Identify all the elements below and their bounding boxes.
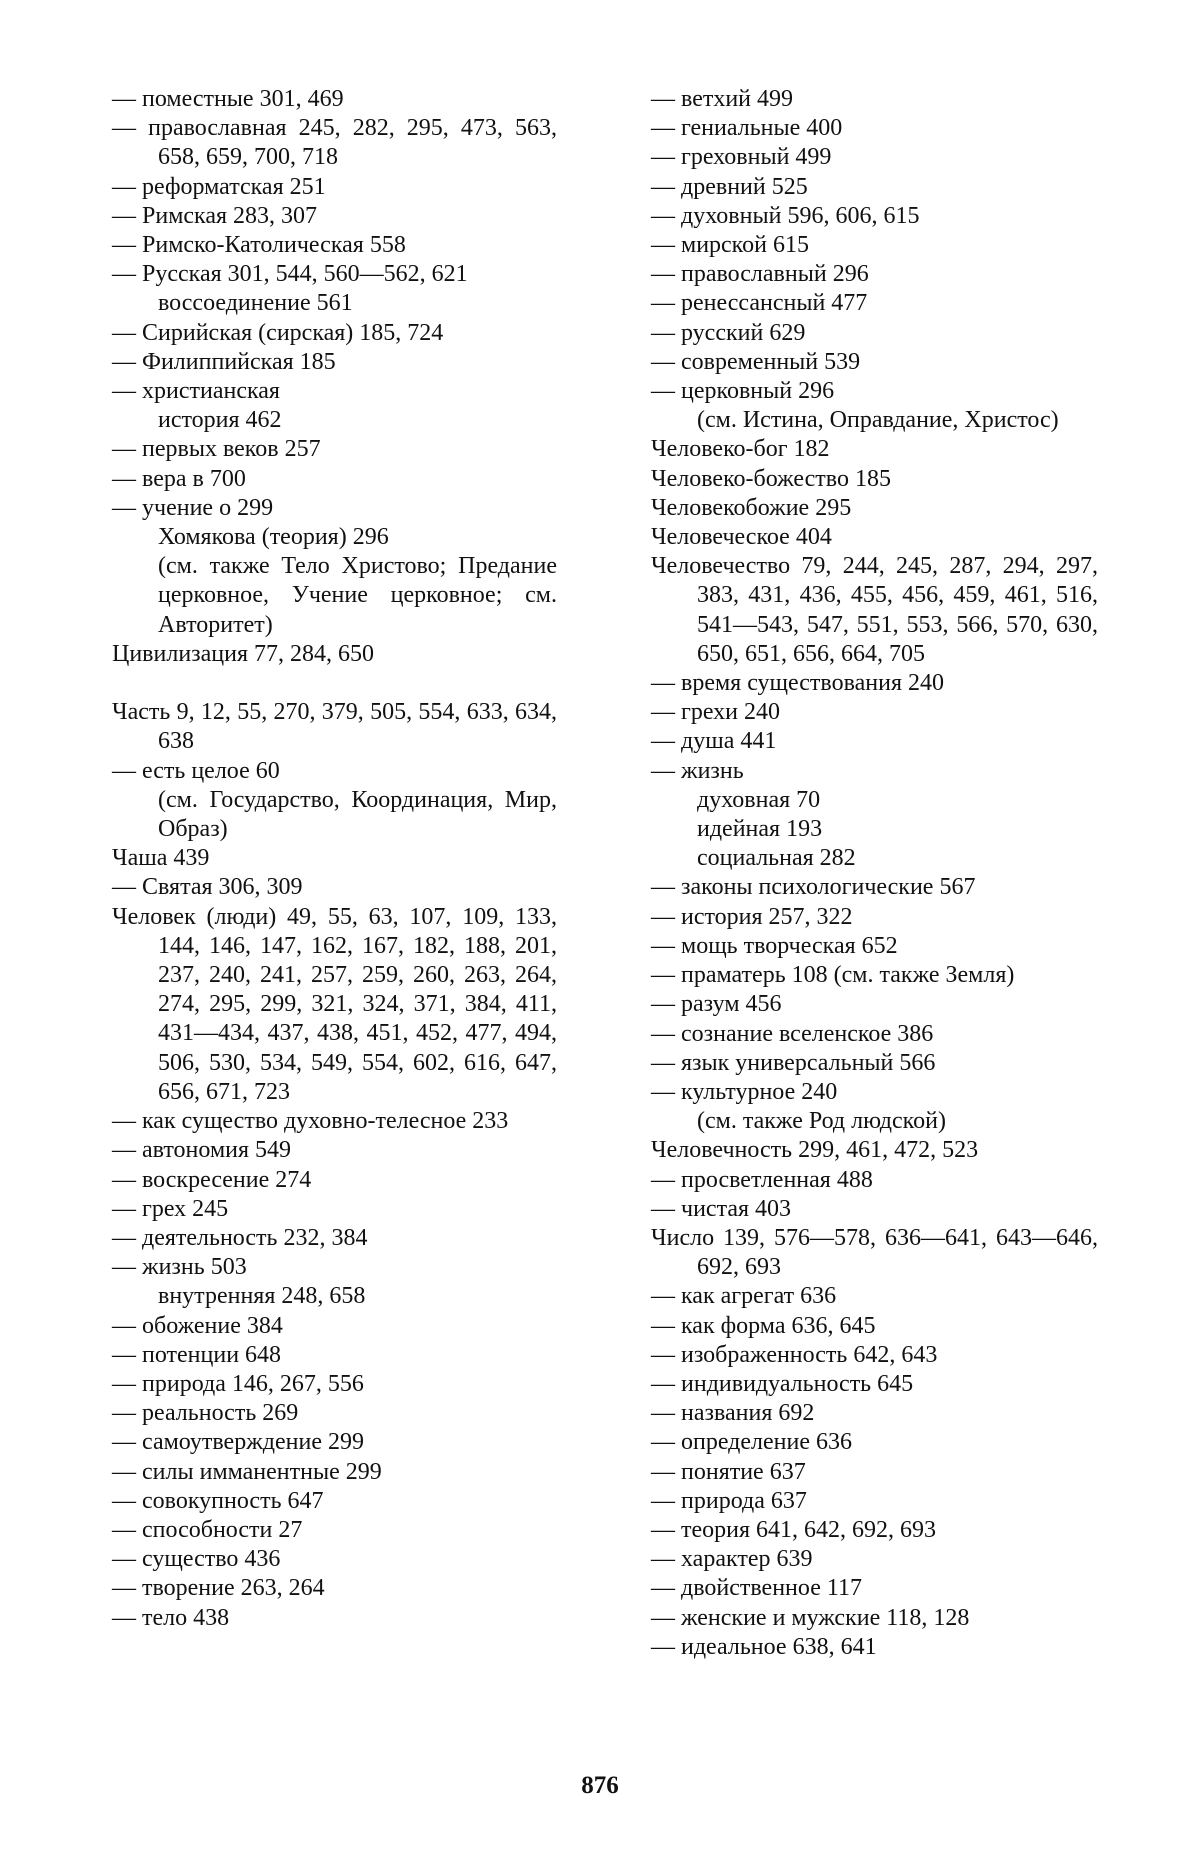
index-entry: — вера в 700	[112, 465, 246, 492]
index-entry: — древний 525	[651, 173, 808, 200]
index-entry: — жизнь 503	[112, 1254, 247, 1281]
index-entry: — гениальные 400	[651, 115, 843, 142]
index-entry: — характер 639	[651, 1546, 813, 1573]
index-entry: — способности 27	[112, 1516, 303, 1543]
index-entry: — учение о 299	[112, 494, 274, 521]
index-entry: — изображенность 642, 643	[651, 1341, 938, 1368]
index-subentry: (см. Истина, Оправдание, Христос)	[697, 407, 1059, 434]
index-entry: — православная 245, 282, 295, 473, 563, 658, 659, 700, 718	[112, 115, 557, 171]
index-subentry: история 462	[158, 407, 282, 434]
index-entry: — язык универсальный 566	[651, 1049, 936, 1076]
index-subentry: (см. Государство, Координация, Мир, Образ)	[158, 786, 557, 843]
index-entry: Чаша 439	[112, 845, 210, 872]
index-entry: — русский 629	[651, 319, 806, 346]
index-entry: — Сирийская (сирская) 185, 724	[112, 319, 444, 346]
index-entry: — Русская 301, 544, 560—562, 621	[112, 261, 468, 288]
index-entry: — совокупность 647	[112, 1487, 324, 1514]
index-entry: — духовный 596, 606, 615	[651, 202, 920, 229]
index-entry: — индивидуальность 645	[651, 1370, 914, 1397]
index-subentry: Хомякова (теория) 296	[158, 524, 389, 551]
index-entry: — грех 245	[112, 1195, 229, 1222]
index-entry: — природа 146, 267, 556	[112, 1370, 364, 1397]
index-entry: — Филиппийская 185	[112, 348, 336, 375]
index-subentry: идейная 193	[697, 816, 823, 843]
index-entry: — самоутверждение 299	[112, 1429, 364, 1456]
index-entry: — реальность 269	[112, 1400, 299, 1427]
index-entry: — теория 641, 642, 692, 693	[651, 1516, 937, 1543]
index-entry: — законы психологические 567	[651, 874, 976, 901]
index-entry: — как агрегат 636	[651, 1283, 837, 1310]
index-entry: Человек (люди) 49, 55, 63, 107, 109, 133, 144, 146, 147, 162, 167, 182, 188, 201, 237, 240, 241, 257, 259, 260, 263, 264, 274, 295, 299, 321, 324, 371, 384, 411, 431—434, 437, 438, 451, 452, 477, 494, 506, 530, 534, 549, 554, 602, 616, 647, 656, 671, 723	[112, 903, 557, 1105]
index-entry: — творение 263, 264	[112, 1575, 325, 1602]
index-entry: Человечность 299, 461, 472, 523	[651, 1137, 979, 1164]
index-entry: Человеческое 404	[651, 524, 832, 551]
index-entry: — определение 636	[651, 1429, 853, 1456]
index-entry: — есть целое 60	[112, 757, 280, 784]
index-entry: — автономия 549	[112, 1137, 292, 1164]
index-entry: — душа 441	[651, 728, 777, 755]
index-entry: Человекобожие 295	[651, 494, 852, 521]
index-entry: — мирской 615	[651, 232, 809, 259]
index-entry: — Святая 306, 309	[112, 874, 303, 901]
index-entry: — реформатская 251	[112, 173, 326, 200]
index-entry: — церковный 296	[651, 378, 835, 405]
index-entry: — чистая 403	[651, 1195, 792, 1222]
index-entry: — обожение 384	[112, 1312, 283, 1339]
index-entry: — сознание вселенское 386	[651, 1020, 934, 1047]
index-entry: — жизнь	[651, 757, 744, 784]
index-entry: Человеко-божество 185	[651, 465, 891, 492]
index-entry: Человеко-бог 182	[651, 436, 830, 463]
index-subentry: (см. также Род людской)	[697, 1108, 946, 1135]
index-subentry: внутренняя 248, 658	[158, 1283, 366, 1310]
index-entry: — культурное 240	[651, 1078, 838, 1105]
index-spacer	[112, 669, 557, 698]
index-entry: — Римская 283, 307	[112, 202, 318, 229]
index-entry: — время существования 240	[651, 670, 944, 697]
index-entry: — Римско-Католическая 558	[112, 232, 406, 259]
index-entry: — существо 436	[112, 1546, 281, 1573]
index-entry: — двойственное 117	[651, 1575, 862, 1602]
index-entry: — ветхий 499	[651, 86, 794, 112]
index-column-left	[112, 85, 557, 1633]
index-subentry: (см. также Тело Христово; Предание церковное, Учение церковное; см. Авторитет)	[158, 553, 557, 638]
index-entry: — деятельность 232, 384	[112, 1224, 368, 1251]
index-entry: — грехи 240	[651, 699, 781, 726]
index-entry: — поместные 301, 469	[112, 86, 344, 112]
index-entry: — праматерь 108 (см. также Земля)	[651, 962, 1015, 989]
index-entry: — женские и мужские 118, 128	[651, 1604, 970, 1631]
index-subentry: духовная 70	[697, 786, 821, 813]
index-entry: Часть 9, 12, 55, 270, 379, 505, 554, 633, 634, 638	[112, 699, 557, 755]
index-entry: Человечество 79, 244, 245, 287, 294, 297, 383, 431, 436, 455, 456, 459, 461, 516, 541—543, 547, 551, 553, 566, 570, 630, 650, 651, 656, 664, 705	[651, 553, 1098, 667]
index-entry: Число 139, 576—578, 636—641, 643—646, 692, 693	[651, 1224, 1098, 1281]
index-entry: — идеальное 638, 641	[651, 1633, 877, 1660]
index-subentry: социальная 282	[697, 845, 856, 872]
page-number: 876	[581, 1772, 619, 1799]
index-entry: — разум 456	[651, 991, 782, 1018]
index-entry: — понятие 637	[651, 1458, 806, 1485]
index-entry: — тело 438	[112, 1604, 230, 1631]
index-entry: — мощь творческая 652	[651, 932, 898, 959]
index-entry: — как существо духовно-телесное 233	[112, 1108, 509, 1135]
index-subentry: воссоединение 561	[158, 290, 353, 317]
index-entry: — христианская	[112, 378, 280, 405]
index-entry: — названия 692	[651, 1400, 815, 1427]
index-entry: — история 257, 322	[651, 903, 853, 930]
index-entry: — первых веков 257	[112, 436, 321, 463]
index-entry: — потенции 648	[112, 1341, 282, 1368]
index-entry: — ренессансный 477	[651, 290, 868, 317]
index-entry: Цивилизация 77, 284, 650	[112, 640, 375, 667]
index-entry: — воскресение 274	[112, 1166, 312, 1193]
index-entry: — природа 637	[651, 1487, 807, 1514]
index-entry: — как форма 636, 645	[651, 1312, 876, 1339]
index-entry: — греховный 499	[651, 144, 832, 171]
index-column-right	[651, 85, 1098, 1662]
index-entry: — силы имманентные 299	[112, 1458, 382, 1485]
index-entry: — православный 296	[651, 261, 869, 288]
index-entry: — современный 539	[651, 348, 861, 375]
index-entry: — просветленная 488	[651, 1166, 873, 1193]
